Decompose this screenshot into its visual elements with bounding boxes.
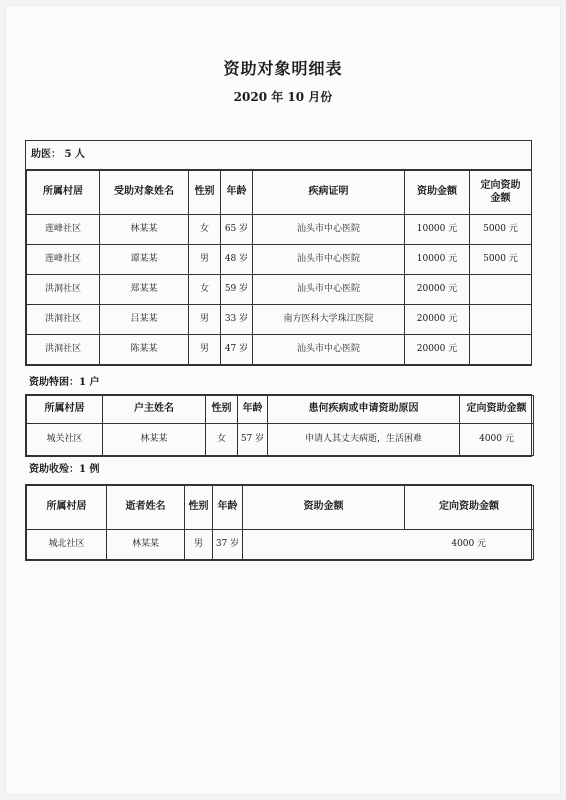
cell-proof: 汕头市中心医院 — [253, 245, 405, 275]
cell-age: 65 岁 — [221, 215, 253, 245]
cell-name: 吕某某 — [100, 305, 189, 335]
cell-village: 莲峰社区 — [27, 245, 100, 275]
table-row — [27, 335, 532, 365]
cell-proof: 汕头市中心医院 — [253, 215, 405, 245]
header-cell: 户主姓名 — [103, 396, 206, 424]
header-cell: 资助金额 — [405, 171, 470, 215]
cell-amount: 20000 元 — [405, 305, 470, 335]
hardship-section — [25, 394, 532, 457]
cell-name: 林某某 — [100, 215, 189, 245]
header-cell: 资助金额 — [243, 486, 405, 530]
table-row — [27, 305, 532, 335]
burial-label: 资助收殓：1 例 — [29, 464, 100, 475]
table-header-row — [27, 396, 534, 424]
cell-amount: 20000 元 — [405, 335, 470, 365]
header-cell: 逝者姓名 — [107, 486, 185, 530]
cell-directed-amount — [470, 335, 532, 365]
cell-gender: 女 — [189, 215, 221, 245]
medical-aid-table — [26, 170, 532, 365]
cell-age: 47 岁 — [221, 335, 253, 365]
cell-gender: 男 — [185, 530, 213, 560]
cell-directed-amount: 4000 元 — [460, 424, 534, 456]
cell-amount — [243, 530, 405, 560]
cell-village: 洪洞社区 — [27, 335, 100, 365]
cell-directed-amount — [470, 305, 532, 335]
cell-village: 城关社区 — [27, 424, 103, 456]
burial-section — [25, 484, 532, 561]
cell-age: 48 岁 — [221, 245, 253, 275]
cell-proof: 南方医科大学珠江医院 — [253, 305, 405, 335]
cell-age: 59 岁 — [221, 275, 253, 305]
header-cell: 患何疾病或申请资助原因 — [268, 396, 460, 424]
cell-village: 城北社区 — [27, 530, 107, 560]
header-cell: 定向资助金额 — [470, 171, 532, 215]
cell-proof: 汕头市中心医院 — [253, 275, 405, 305]
cell-village: 洪洞社区 — [27, 305, 100, 335]
document-subtitle: 2020 年 10 月份 — [233, 90, 333, 104]
cell-gender: 男 — [189, 305, 221, 335]
header-cell: 所属村居 — [27, 396, 103, 424]
cell-directed-amount: 5000 元 — [470, 245, 532, 275]
cell-age: 37 岁 — [213, 530, 243, 560]
header-cell: 年龄 — [213, 486, 243, 530]
table-row — [27, 275, 532, 305]
header-cell: 所属村居 — [27, 486, 107, 530]
medical-aid-section — [25, 140, 532, 366]
cell-amount: 10000 元 — [405, 215, 470, 245]
header-cell: 性别 — [189, 171, 221, 215]
cell-directed-amount: 5000 元 — [470, 215, 532, 245]
hardship-label: 资助特困：1 户 — [29, 377, 100, 388]
header-cell: 年龄 — [221, 171, 253, 215]
table-header-row — [27, 486, 534, 530]
cell-gender: 女 — [206, 424, 238, 456]
header-cell: 定向资助金额 — [460, 396, 534, 424]
cell-village: 莲峰社区 — [27, 215, 100, 245]
cell-name: 林某某 — [107, 530, 185, 560]
header-cell: 年龄 — [238, 396, 268, 424]
cell-gender: 男 — [189, 245, 221, 275]
cell-name: 陈某某 — [100, 335, 189, 365]
cell-reason: 申请人其丈夫病逝，生活困难 — [268, 424, 460, 456]
header-cell: 定向资助金额 — [405, 486, 534, 530]
header-cell: 性别 — [206, 396, 238, 424]
table-header-row — [27, 171, 532, 215]
cell-name: 郑某某 — [100, 275, 189, 305]
cell-proof: 汕头市中心医院 — [253, 335, 405, 365]
cell-directed-amount: 4000 元 — [405, 530, 534, 560]
cell-name: 林某某 — [103, 424, 206, 456]
table-row — [27, 424, 534, 456]
cell-gender: 女 — [189, 275, 221, 305]
burial-table — [26, 485, 534, 560]
cell-gender: 男 — [189, 335, 221, 365]
table-row — [27, 530, 534, 560]
table-row — [27, 215, 532, 245]
cell-age: 33 岁 — [221, 305, 253, 335]
table-row — [27, 245, 532, 275]
document-title: 资助对象明细表 — [223, 59, 343, 78]
medical-aid-label: 助医： 5 人 — [26, 141, 531, 170]
cell-directed-amount — [470, 275, 532, 305]
header-cell: 受助对象姓名 — [100, 171, 189, 215]
cell-name: 谭某某 — [100, 245, 189, 275]
cell-village: 洪洞社区 — [27, 275, 100, 305]
cell-amount: 10000 元 — [405, 245, 470, 275]
header-cell: 所属村居 — [27, 171, 100, 215]
header-cell: 疾病证明 — [253, 171, 405, 215]
cell-age: 57 岁 — [238, 424, 268, 456]
cell-amount: 20000 元 — [405, 275, 470, 305]
header-cell: 性别 — [185, 486, 213, 530]
hardship-table — [26, 395, 534, 456]
